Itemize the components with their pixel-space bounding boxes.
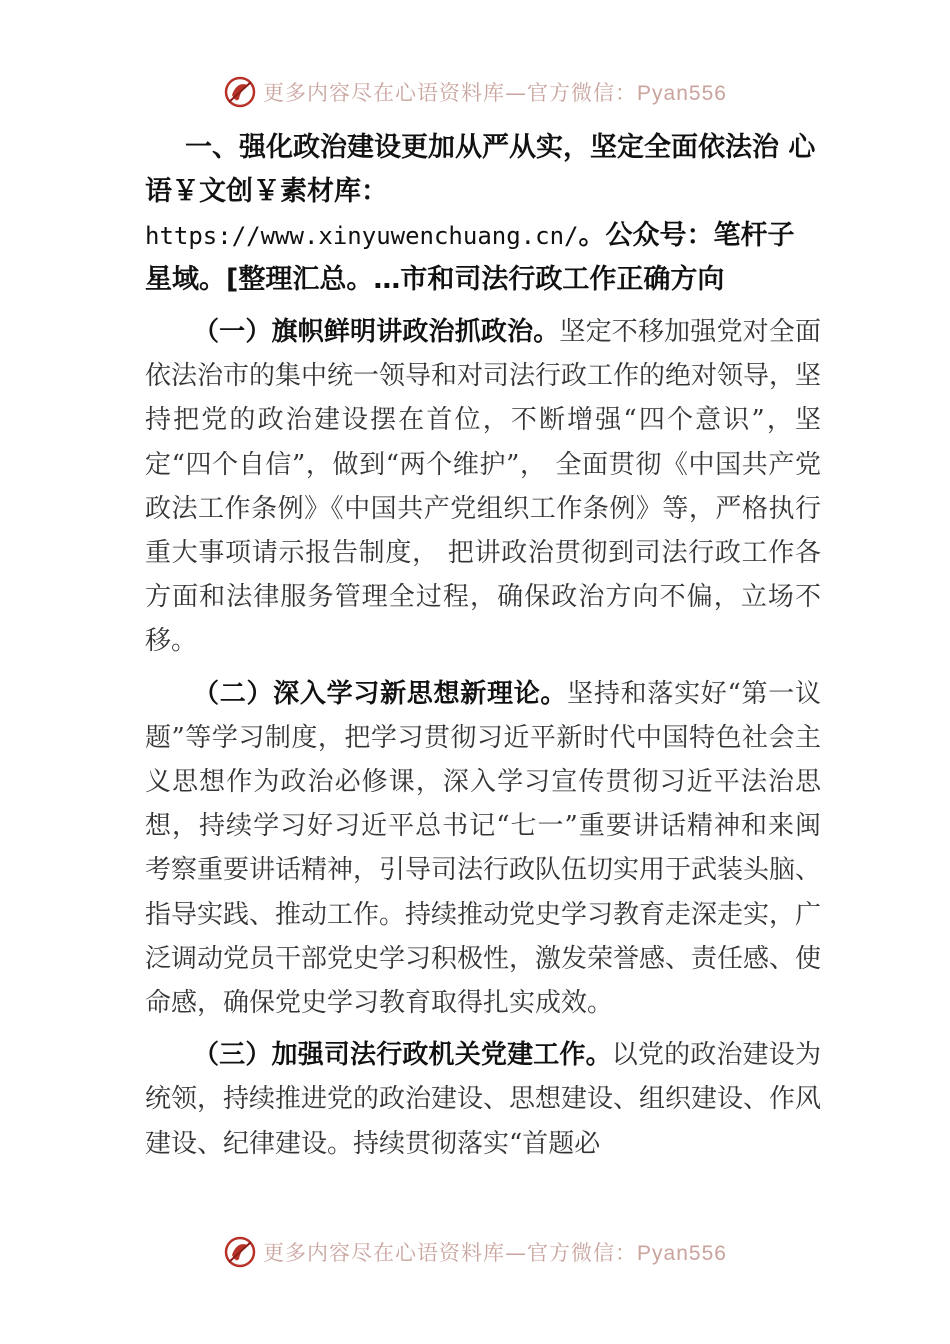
header-watermark — [0, 72, 950, 112]
brand-seal-icon — [223, 1235, 257, 1269]
watermark-text: 更多内容尽在心语资料库—官方微信：Pyan556 — [263, 81, 727, 105]
paragraph-1-lead: （一）旗帜鲜明讲政治抓政治。 — [193, 317, 560, 347]
paragraph-2-body: 坚持和落实好“第一议题”等学习制度，把学习贯彻习近平新时代中国特色社会主义思想作为政治必修课，深入学习宣传贯彻习近平法治思想，持续学习好习近平总书记“七一”重要讲话精神和来闽考察重要讲话精神，引导司法行政队伍切实用于武装头脑、指导实践、推动工作。持续推动党史学习教育走深走实，广泛调动党员干部党史学习积极性，激发荣誉感、责任感、使命感，确保党史学习教育取得扎实成效。 — [145, 678, 822, 1019]
paragraph-3-lead: （三）加强司法行政机关党建工作。 — [193, 1040, 612, 1071]
source-url: https://www.xinyuwenchuang.cn/ — [145, 222, 579, 250]
paragraph-3-body: 以党的政治建设为统领，持续推进党的政治建设、思想建设、组织建设、作风建设、纪律建设。持续贯彻落实“首题必 — [145, 1040, 822, 1159]
section-heading: 一、强化政治建设更加从严从实，坚定全面依法治 心语￥文创￥素材库：https://www.xinyuwenchuang.cn/。公众号：笔杆子星域。[整理汇总。…市和司法行政工作正确方向 — [145, 132, 816, 295]
footer-watermark — [0, 1232, 950, 1272]
paragraph-1-body: 坚定不移加强党对全面依法治市的集中统一领导和对司法行政工作的绝对领导，坚持把党的政治建设摆在首位，不断增强“四个意识”，坚定“四个自信”，做到“两个维护”， 全面贯彻《中国共产党政法工作条例》《中国共产党组织工作条例》等，严格执行重大事项请示报告制度， 把讲政治贯彻到司法行政工作各方面和法律服务管理全过程，确保政治方向不偏，立场不移。 — [145, 317, 822, 657]
paragraph-3 — [145, 1033, 821, 1166]
paragraph-2-lead: （二）深入学习新思想新理论。 — [193, 678, 568, 709]
paragraph-1 — [145, 310, 821, 664]
document-body — [145, 126, 821, 1174]
brand-seal-icon — [223, 75, 257, 109]
watermark-text: 更多内容尽在心语资料库—官方微信：Pyan556 — [263, 1241, 727, 1265]
paragraph-2 — [145, 672, 821, 1026]
